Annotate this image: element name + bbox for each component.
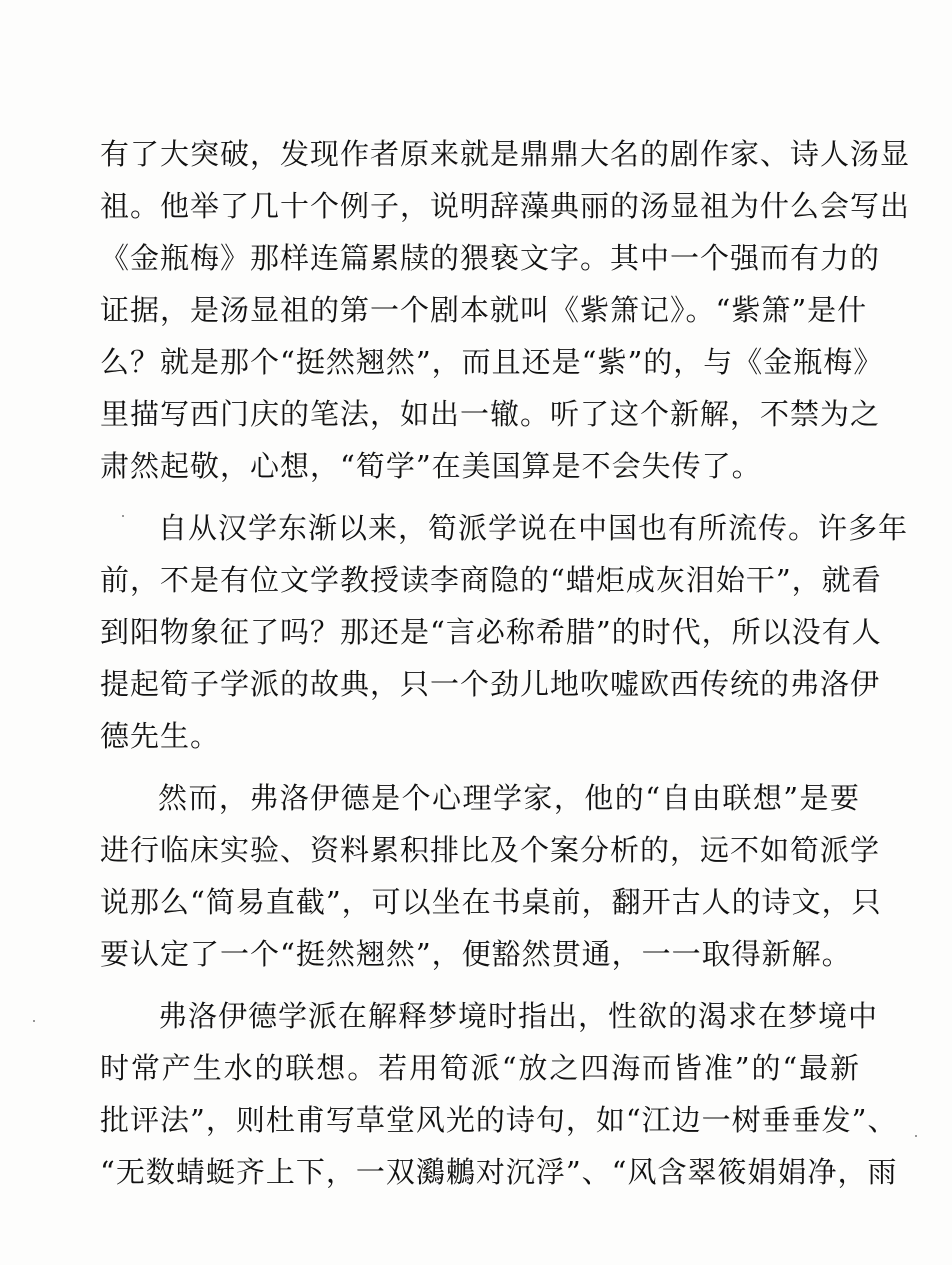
text-line: 有了大突破，发现作者原来就是鼎鼎大名的剧作家、诗人汤显 xyxy=(100,137,911,171)
paragraph-gap xyxy=(100,980,860,990)
text-line: 时常产生水的联想。若用筍派“放之四海而皆准”的“最新 xyxy=(100,1051,860,1085)
text-line: 说那么“简易直截”，可以坐在书桌前，翻开古人的诗文，只 xyxy=(100,885,882,919)
scan-speck xyxy=(33,1020,35,1022)
text-line: 《金瓶梅》那样连篇累牍的猥亵文字。其中一个强而有力的 xyxy=(100,241,881,275)
text-line: 提起筍子学派的故典，只一个劲儿地吹嘘欧西传统的弗洛伊 xyxy=(100,667,881,701)
scan-speck xyxy=(122,515,124,517)
text-line: 批评法”，则杜甫写草堂风光的诗句，如“江边一树垂垂发”、 xyxy=(100,1103,898,1137)
text-line: 证据，是汤显祖的第一个剧本就叫《紫箫记》。“紫箫”是什 xyxy=(100,293,868,327)
paragraph-3 xyxy=(100,772,882,980)
scan-speck xyxy=(915,1135,917,1137)
body-text xyxy=(100,128,911,1198)
text-line: 自从汉学东渐以来，筍派学说在中国也有所流传。许多年 xyxy=(158,511,909,545)
text-line: 然而，弗洛伊德是个心理学家，他的“自由联想”是要 xyxy=(158,781,860,815)
paragraph-gap xyxy=(100,492,860,502)
text-line: “无数蜻蜓齐上下，一双鸂鶒对沉浮”、“风含翠筱娟娟净，雨 xyxy=(100,1155,898,1189)
text-line: 要认定了一个“挺然翘然”，便豁然贯通，一一取得新解。 xyxy=(100,937,852,971)
text-line: 里描写西门庆的笔法，如出一辙。听了这个新解，不禁为之 xyxy=(100,397,881,431)
text-line: 进行临床实验、资料累积排比及个案分析的，远不如筍派学 xyxy=(100,833,881,867)
paragraph-2 xyxy=(100,502,909,762)
text-line: 么？就是那个“挺然翘然”，而且还是“紫”的，与《金瓶梅》 xyxy=(100,345,884,379)
paragraph-1 xyxy=(100,128,911,492)
paragraph-gap xyxy=(100,762,860,772)
text-line: 祖。他举了几十个例子，说明辞藻典丽的汤显祖为什么会写出 xyxy=(100,189,911,223)
text-line: 弗洛伊德学派在解释梦境时指出，性欲的渴求在梦境中 xyxy=(158,999,879,1033)
paragraph-4 xyxy=(100,990,898,1198)
text-line: 肃然起敬，心想，“筍学”在美国算是不会失传了。 xyxy=(100,449,762,483)
text-line: 前，不是有位文学教授读李商隐的“蜡炬成灰泪始干”，就看 xyxy=(100,563,882,597)
text-line: 到阳物象征了吗？那还是“言必称希腊”的时代，所以没有人 xyxy=(100,615,882,649)
text-line: 德先生。 xyxy=(100,719,221,753)
